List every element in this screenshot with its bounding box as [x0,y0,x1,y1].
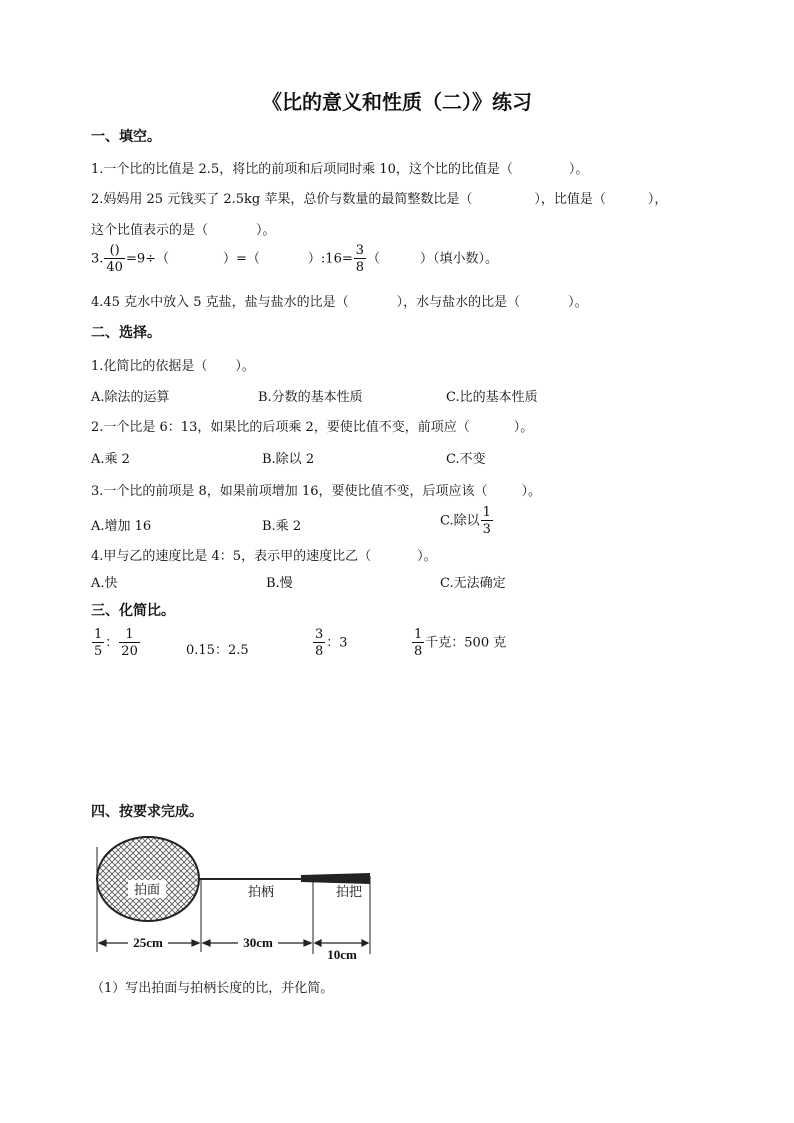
s2-question-2 [91,416,533,435]
racket-shaft-label: 拍柄 [247,884,275,899]
dimension-label-head: 25cm [133,935,163,950]
s3-expression-3 [312,628,348,658]
s2-q4-end: ）。 [417,549,437,564]
s2-q4-option-c[interactable]: C.无法确定 [440,576,506,591]
fraction-numerator: 1 [414,627,423,642]
fraction-denominator: 8 [414,644,423,659]
fraction-denominator: 8 [355,260,365,275]
s2-q2-option-a[interactable]: A.乘 2 [91,452,130,467]
s2-q2-option-c[interactable]: C.不变 [446,452,486,467]
s1-q1-text: 1.一个比的比值是 2.5，将比的前项和后项同时乘 10，这个比的比值是（ [91,162,513,177]
fraction [92,628,104,658]
racket-head-label: 拍面 [133,882,161,897]
s2-q4-text: 4.甲与乙的速度比是 4：5，表示甲的速度比乙（ [91,549,372,564]
racket-grip [301,873,370,884]
section-1-heading: 一、填空。 [91,129,161,145]
dimension-label-grip: 10cm [327,947,357,962]
s1-question-1 [91,158,588,177]
s1-q2-part-c: ）， [647,192,668,207]
s1-question-4 [91,291,588,310]
s1-q3-part-d: （ [367,251,381,267]
fraction-numerator: 3 [315,627,324,642]
s2-q1-end: ）。 [235,359,255,374]
s2-q1-option-a[interactable]: A.除法的运算 [91,390,170,405]
s1-q4-part-c: ）。 [568,295,588,310]
fraction-numerator: 1 [119,628,140,643]
fraction-numerator: 1 [482,505,491,520]
s1-q1-end: ）。 [568,162,589,177]
fraction [313,628,325,658]
arrowhead [315,940,321,946]
arrowhead [203,940,210,946]
s1-q3-part-a: =9÷（ [125,251,170,267]
s1-q2-line2-a: 这个比值表示的是（ [91,223,209,238]
s2-question-3 [91,480,541,499]
s2-q1-option-c[interactable]: C.比的基本性质 [446,390,538,405]
fraction-numerator: () [104,244,125,259]
fraction [119,628,140,658]
s1-question-2-line-2 [91,219,276,238]
badminton-racket-diagram [88,832,388,964]
s3-expression-4-rest: 千克：500 克 [425,635,507,651]
s2-q3-option-c[interactable] [440,506,494,536]
s2-q1-text: 1.化简比的依据是（ [91,359,208,374]
s1-q3-part-b: ）=（ [223,251,260,267]
s1-q4-part-a: 4.45 克水中放入 5 克盐，盐与盐水的比是（ [91,295,349,310]
s2-question-4 [91,545,437,564]
racket-head [97,837,199,921]
fraction-denominator: 8 [315,644,324,659]
s1-q4-part-b: ），水与盐水的比是（ [396,295,521,310]
s2-q2-text: 2.一个比是 6：13，如果比的后项乘 2，要使比值不变，前项应（ [91,420,470,435]
arrowhead [192,940,199,946]
s2-q2-option-b[interactable]: B.除以 2 [262,452,315,467]
fraction-denominator: 40 [106,260,123,275]
s2-q3-text: 3.一个比的前项是 8，如果前项增加 16，要使比值不变，后项应该（ [91,484,488,499]
ratio-separator: ： [105,635,119,651]
s3-expression-1 [91,628,141,658]
s2-q3-end: ）。 [521,484,541,499]
dimension-label-shaft: 30cm [243,935,273,950]
s1-q3-part-c: ）:16= [307,251,353,267]
s1-q2-part-a: 2.妈妈用 25 元钱买了 2.5kg 苹果，总价与数量的最简整数比是（ [91,192,473,207]
fraction-denominator: 5 [94,644,103,659]
s1-q2-line2-b: ）。 [256,223,276,238]
s2-q2-end: ）。 [513,420,534,435]
s2-question-1 [91,355,255,374]
fraction-numerator: 1 [94,627,103,642]
s3-expression-4 [411,628,506,658]
page-title: 《比的意义和性质（二）》练习 [262,90,532,114]
s2-q3-option-a[interactable]: A.增加 16 [91,519,152,534]
s2-q4-option-a[interactable]: A.快 [91,576,118,591]
fraction-denominator: 3 [482,522,491,537]
s3-expression-2: 0.15：2.5 [186,643,249,658]
s1-q3-fraction-2 [354,244,366,274]
s2-q1-option-b[interactable]: B.分数的基本性质 [258,390,363,405]
s1-q3-part-e: ）（填小数）。 [420,251,499,267]
fraction-numerator: 3 [355,243,365,258]
s1-q2-part-b: ），比值是（ [534,192,606,207]
s1-q3-fraction-1 [104,244,125,274]
s1-q3-prefix: 3. [91,251,104,267]
s2-q4-option-b[interactable]: B.慢 [266,576,293,591]
s2-q3-option-b[interactable]: B.乘 2 [262,519,302,534]
s2-q3-option-c-prefix: C.除以 [440,513,480,529]
arrowhead [362,940,368,946]
section-2-heading: 二、选择。 [91,325,161,341]
section-3-heading: 三、化简比。 [91,603,175,619]
arrowhead [99,940,106,946]
arrowhead [304,940,311,946]
fraction-denominator: 20 [121,644,138,659]
s1-question-3 [91,244,498,274]
fraction [412,628,424,658]
section-4-heading: 四、按要求完成。 [91,804,203,820]
s3-expression-3-rest: ：3 [326,635,348,651]
s4-question-1: （1）写出拍面与拍柄长度的比，并化简。 [91,981,334,996]
s2-q3-option-c-fraction [481,506,493,536]
racket-grip-label: 拍把 [335,884,363,899]
s1-question-2 [91,188,667,207]
